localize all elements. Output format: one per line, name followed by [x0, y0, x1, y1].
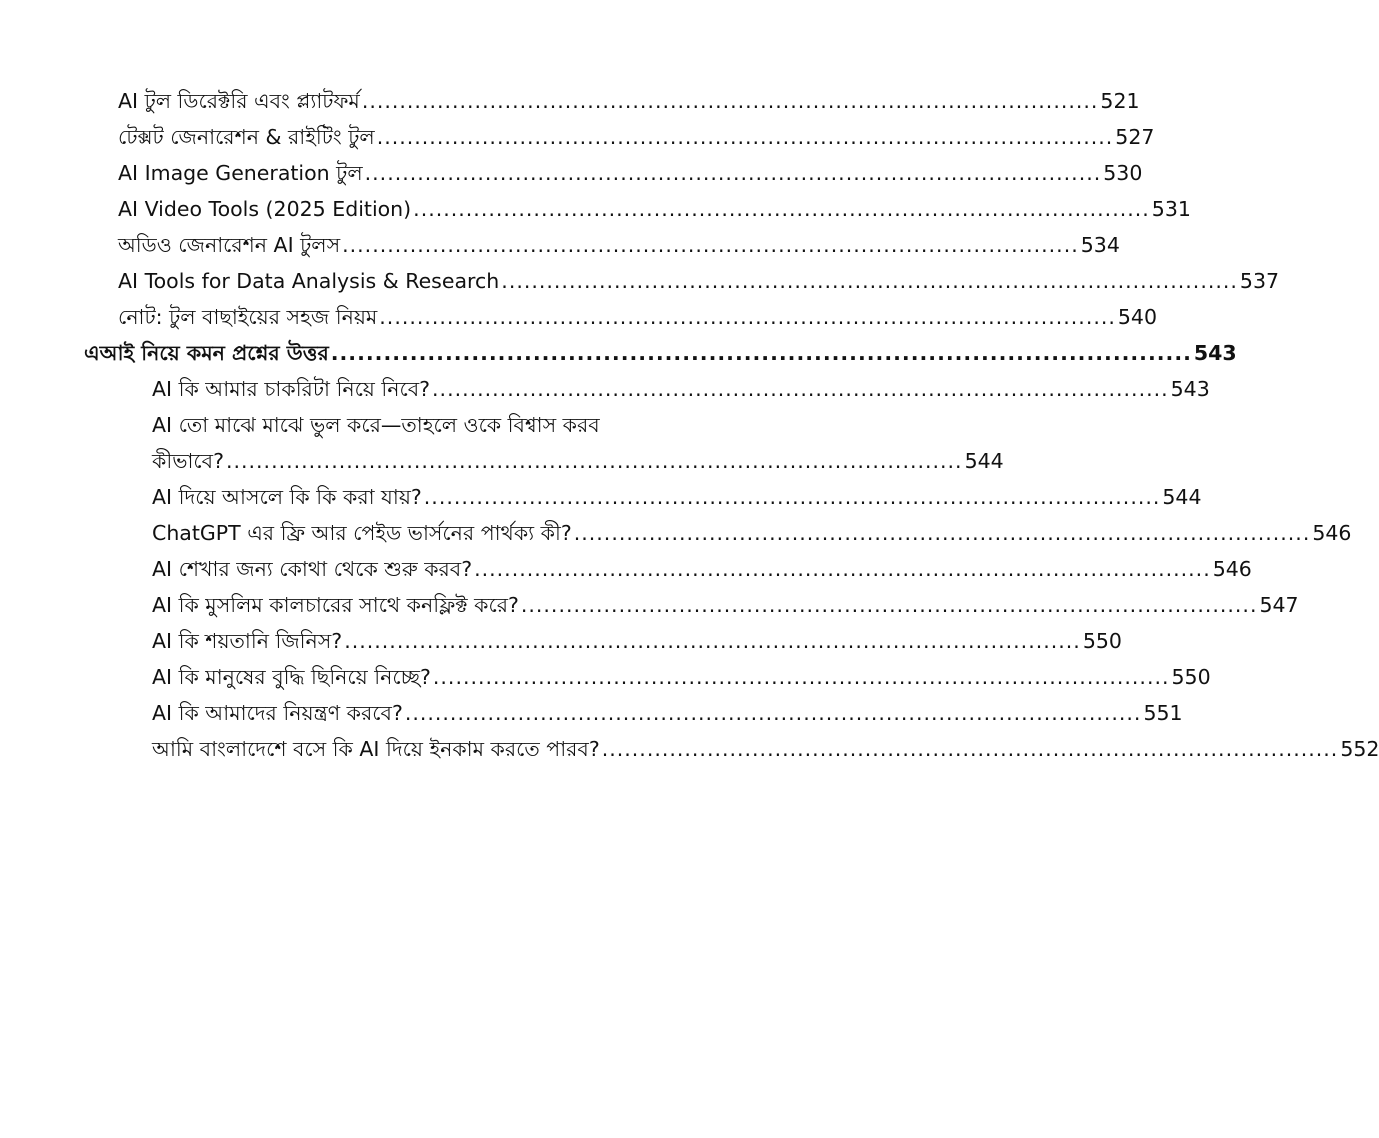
toc-page-number: 544	[1162, 485, 1202, 509]
toc-page-number: 546	[1312, 521, 1352, 545]
toc-page-number: 552	[1340, 737, 1379, 761]
toc-entry[interactable]	[152, 551, 1252, 587]
toc-entry-title: AI Image Generation টুল	[118, 161, 363, 185]
toc-entry-title: AI Tools for Data Analysis & Research	[118, 269, 500, 293]
toc-page-number: 530	[1103, 161, 1143, 185]
toc-page-number: 544	[964, 449, 1004, 473]
toc-page-number: 527	[1115, 125, 1155, 149]
toc-entry-title: AI Video Tools (2025 Edition)	[118, 197, 412, 221]
dot-leader: ..................................................................................................	[423, 485, 1161, 509]
dot-leader: ..................................................................................................	[474, 557, 1211, 581]
toc-chapter-entry[interactable]	[84, 335, 1237, 371]
toc-entry-title: AI দিয়ে আসলে কি কি করা যায়?	[152, 485, 422, 509]
dot-leader: ..................................................................................................	[573, 521, 1311, 545]
toc-entry[interactable]	[152, 407, 1004, 479]
dot-leader: ..................................................................................................	[601, 737, 1339, 761]
toc-entry[interactable]	[152, 731, 1379, 767]
dot-leader: ..................................................................................................	[520, 593, 1258, 617]
toc-page-number: 543	[1170, 377, 1210, 401]
toc-entry-title: AI কি শয়তানি জিনিস?	[152, 629, 343, 653]
toc-entry-title: টেক্সট জেনারেশন & রাইটিং টুল	[118, 125, 375, 149]
toc-entry-title: AI কি আমার চাকরিটা নিয়ে নিবে?	[152, 377, 431, 401]
toc-page-number: 521	[1100, 89, 1140, 113]
dot-leader: ..................................................................................................	[330, 341, 1192, 365]
toc-entry-title-line2: কীভাবে?	[152, 449, 224, 473]
toc-page-number: 546	[1212, 557, 1252, 581]
toc-entry-title: AI শেখার জন্য কোথা থেকে শুরু করব?	[152, 557, 473, 581]
toc-entry[interactable]	[152, 695, 1183, 731]
dot-leader: ..................................................................................................	[376, 125, 1114, 149]
toc-entry-title-line1: AI তো মাঝে মাঝে ভুল করে—তাহলে ওকে বিশ্বাস করব	[152, 413, 600, 437]
toc-page-number: 551	[1143, 701, 1183, 725]
toc-page-number: 550	[1082, 629, 1122, 653]
toc-entry-title: AI কি আমাদের নিয়ন্ত্রণ করবে?	[152, 701, 403, 725]
dot-leader: ..................................................................................................	[432, 377, 1169, 401]
toc-entry[interactable]	[152, 587, 1299, 623]
dot-leader: ..................................................................................................	[501, 269, 1238, 293]
toc-entry[interactable]	[118, 191, 1191, 227]
toc-entry-title: AI কি মানুষের বুদ্ধি ছিনিয়ে নিচ্ছে?	[152, 665, 431, 689]
toc-entry[interactable]	[152, 659, 1211, 695]
dot-leader: ..................................................................................................	[364, 161, 1102, 185]
toc-entry[interactable]	[152, 479, 1202, 515]
dot-leader: ..................................................................................................	[342, 233, 1079, 257]
toc-entry[interactable]	[118, 299, 1158, 335]
toc-entry[interactable]	[152, 623, 1122, 659]
toc-entry[interactable]	[152, 371, 1210, 407]
dot-leader: ..................................................................................................	[413, 197, 1150, 221]
toc-entry-title: AI কি মুসলিম কালচারের সাথে কনফ্লিক্ট করে?	[152, 593, 519, 617]
toc-page-number: 540	[1117, 305, 1158, 329]
toc-entry[interactable]	[152, 515, 1352, 551]
dot-leader: ..................................................................................................	[361, 89, 1099, 113]
toc-page-number: 534	[1080, 233, 1120, 257]
toc-entry[interactable]	[118, 227, 1120, 263]
dot-leader: ..................................................................................................	[379, 305, 1116, 329]
toc-entry[interactable]	[118, 83, 1140, 119]
dot-leader: ..................................................................................................	[344, 629, 1081, 653]
toc-entry-title: AI টুল ডিরেক্টরি এবং প্ল্যাটফর্ম	[118, 89, 360, 113]
toc-entry-title: নোট: টুল বাছাইয়ের সহজ নিয়ম	[118, 305, 378, 329]
toc-entry-title: আমি বাংলাদেশে বসে কি AI দিয়ে ইনকাম করতে পারব?	[152, 737, 600, 761]
dot-leader: ..................................................................................................	[225, 449, 963, 473]
dot-leader: ..................................................................................................	[404, 701, 1142, 725]
toc-entry-title: ChatGPT এর ফ্রি আর পেইড ভার্সনের পার্থক্য কী?	[152, 521, 572, 545]
toc-entry[interactable]	[118, 119, 1155, 155]
toc-entry[interactable]	[118, 263, 1280, 299]
toc-entry[interactable]	[118, 155, 1143, 191]
toc-page-number: 547	[1259, 593, 1299, 617]
toc-page-number: 531	[1151, 197, 1191, 221]
toc-page-number: 550	[1171, 665, 1211, 689]
toc-entry-title: অডিও জেনারেশন AI টুলস	[118, 233, 341, 257]
toc-page-number: 537	[1239, 269, 1280, 293]
toc-page-number: 543	[1193, 341, 1237, 365]
toc-chapter-title: এআই নিয়ে কমন প্রশ্নের উত্তর	[84, 341, 329, 365]
dot-leader: ..................................................................................................	[432, 665, 1170, 689]
